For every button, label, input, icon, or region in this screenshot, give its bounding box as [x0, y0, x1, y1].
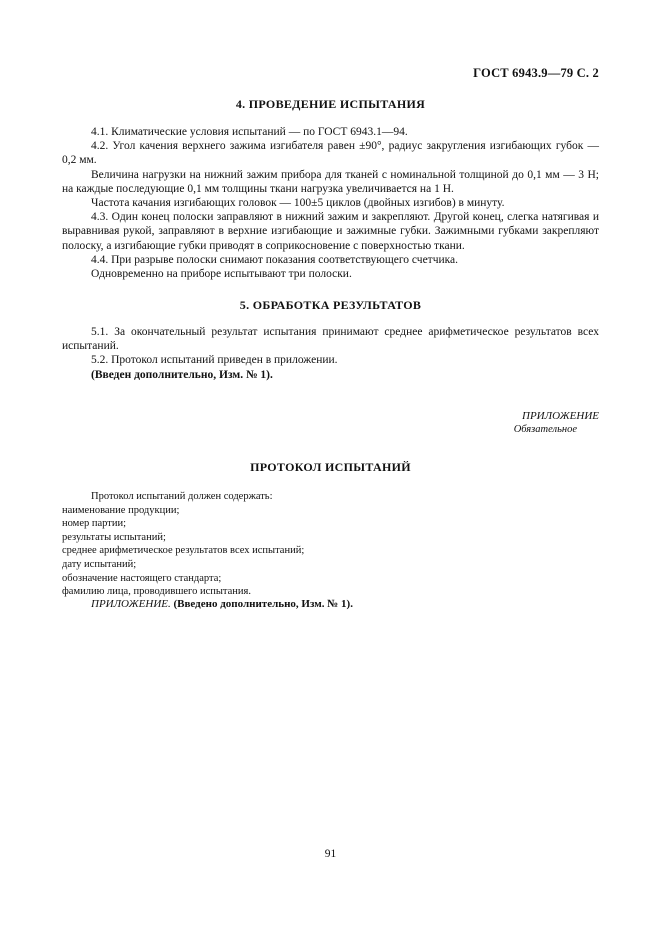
paragraph-4-2: 4.2. Угол качения верхнего зажима изгибателя равен ±90°, радиус закругления изгибающих губок — 0,2 мм. — [62, 140, 599, 167]
protocol-intro: Протокол испытаний должен содержать: — [91, 491, 273, 502]
appendix-label — [514, 409, 599, 437]
paragraph-load: Величина нагрузки на нижний зажим прибора для тканей с номинальной толщиной до 0,1 мм — 3 Н; на каждые последующие 0,1 мм толщины ткани нагрузка увеличивается на 1 Н. — [62, 168, 599, 195]
paragraph-4-4: 4.4. При разрыве полоски снимают показания соответствующего счетчика. — [91, 253, 459, 266]
list-item: дату испытаний; — [62, 558, 137, 570]
appendix-title-block — [62, 460, 599, 475]
paragraph-4-1: 4.1. Климатические условия испытаний — по ГОСТ 6943.1—94. — [91, 126, 408, 138]
appendix-label-title: ПРИЛОЖЕНИЕ — [522, 410, 599, 422]
paragraph-5-2: 5.2. Протокол испытаний приведен в приложении. — [91, 354, 338, 367]
paragraph-4-3: 4.3. Один конец полоски заправляют в нижний зажим и закрепляют. Другой конец, слегка натягивая и выравнивая рукой, заправляют в верхние изгибающие и зажимные губки. Зажимными губками закрепляют полоску, а изгибающие губки приводят в соприкосновение с поверхностью ткани. — [62, 211, 599, 252]
section-5-body — [62, 325, 599, 382]
appendix-title: ПРОТОКОЛ ИСПЫТАНИЙ — [250, 460, 411, 474]
amendment-note: (Введен дополнительно, Изм. № 1). — [91, 368, 273, 381]
list-item: номер партии; — [62, 518, 126, 530]
section-4-body — [62, 125, 599, 281]
section-5 — [62, 298, 599, 313]
appendix-note — [91, 598, 353, 610]
list-item: наименование продукции; — [62, 504, 180, 516]
appendix-note-label: ПРИЛОЖЕНИЕ. — [91, 598, 171, 610]
paragraph-5-1: 5.1. За окончательный результат испытания принимают среднее арифметическое результатов всех испытаний. — [62, 326, 599, 353]
section-4-title: 4. ПРОВЕДЕНИЕ ИСПЫТАНИЯ — [235, 97, 426, 111]
section-4 — [62, 97, 599, 112]
paragraph-three-strips: Одновременно на приборе испытывают три полоски. — [91, 268, 352, 281]
page-header: ГОСТ 6943.9—79 С. 2 — [473, 66, 599, 80]
paragraph-frequency: Частота качания изгибающих головок — 100±5 циклов (двойных изгибов) в минуту. — [91, 197, 505, 210]
list-item: обозначение настоящего стандарта; — [62, 572, 222, 584]
page-number: 91 — [324, 848, 337, 860]
list-item: результаты испытаний; — [62, 531, 166, 543]
section-5-title: 5. ОБРАБОТКА РЕЗУЛЬТАТОВ — [239, 298, 422, 312]
appendix-status: Обязательное — [513, 424, 577, 435]
protocol-list — [62, 490, 305, 599]
list-item: среднее арифметическое результатов всех испытаний; — [62, 545, 305, 557]
appendix-note-text: (Введено дополнительно, Изм. № 1). — [170, 598, 353, 610]
list-item: фамилию лица, проводившего испытания. — [62, 586, 252, 598]
